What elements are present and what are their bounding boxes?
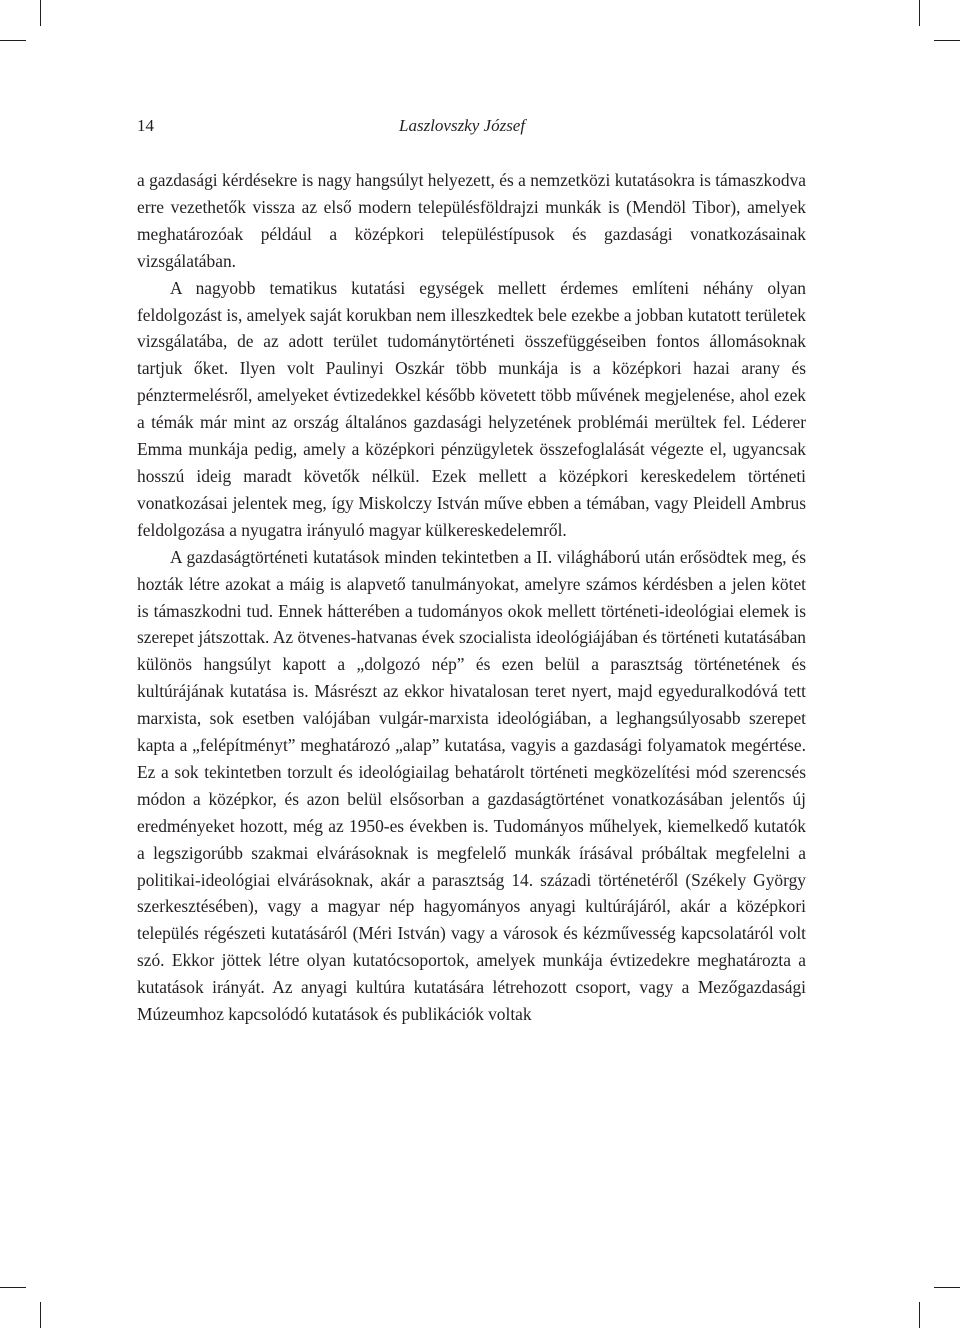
page-number: 14 — [137, 116, 154, 135]
crop-mark-bottom-left-h — [0, 1287, 26, 1288]
running-head-author: Laszlovszky József — [399, 116, 526, 135]
page-header — [137, 116, 806, 144]
paragraph-3: A gazdaságtörténeti kutatások minden tekintetben a II. világháború után erősödtek meg, és hozták létre azokat a máig is alapvető tanulmányokat, amelyre számos kérdésben a jelen kötet is támaszkodni tud. Ennek hátterében a tudományos okok mellett történeti-ideológiai elemek is szerepet játszottak. Az ötvenes-hatvanas évek szocialista ideológiájában és történeti kutatásában különös hangsúlyt kapott a „dolgozó nép” és ezen belül a parasztság történetének és kultúrájának kutatása is. Másrészt az ekkor hivatalosan teret nyert, majd egyeduralkodóvá tett marxista, sok esetben valójában vulgár-marxista ideológiában, a leghangsúlyosabb szerepet kapta a „felépítményt” meghatározó „alap” kutatása, vagyis a gazdasági folyamatok megértése. Ez a sok tekintetben torzult és ideológiailag behatárolt történeti megközelítési mód szerencsés módon a középkor, és azon belül elsősorban a gazdaságtörténet vonatkozásában jelentős új eredményeket hozott, még az 1950-es években is. Tudományos műhelyek, kiemelkedő kutatók a legszigorúbb szakmai elvárásoknak is megfelelő munkák írásával próbáltak megfelelni a politikai-ideológiai elvárásoknak, akár a parasztság 14. századi történetéről (Székely György szerkesztésében), vagy a magyar nép hagyományos anyagi kultúrájáról, akár a középkori település régészeti kutatásáról (Méri István) vagy a városok és kézművesség kapcsolatáról volt szó. Ekkor jöttek létre olyan kutatócsoportok, amelyek munkája évtizedekre meghatározta a kutatások irányát. Az anyagi kultúra kutatására létrehozott csoport, vagy a Mezőgazdasági Múzeumhoz kapcsolódó kutatások és publikációk voltak — [137, 546, 806, 1025]
crop-mark-top-left-v — [40, 0, 41, 26]
crop-mark-top-right-h — [934, 40, 960, 41]
crop-mark-bottom-right-h — [934, 1287, 960, 1288]
body-text — [137, 167, 806, 1028]
crop-mark-bottom-right-v — [919, 1302, 920, 1328]
crop-mark-top-left-h — [0, 40, 26, 41]
paragraph-2: A nagyobb tematikus kutatási egységek mellett érdemes említeni néhány olyan feldolgozást is, amelyek saját korukban nem illeszkedtek bele ezekbe a jobban kutatott területek vizsgálatába, de az adott terület tudománytörténeti összefüggéseiben fontos állomásoknak tartjuk őket. Ilyen volt Paulinyi Oszkár több munkája is a középkori hazai arany és pénztermelésről, amelyeket évtizedekkel később követett több művének megjelenése, ahol ezek a témák már mint az ország általános gazdasági helyzetének problémái merültek fel. Léderer Emma munkája pedig, amely a középkori pénzügyletek összefoglalását végezte el, ugyancsak hosszú ideig maradt követők nélkül. Ezek mellett a középkori kereskedelem történeti vonatkozásai jelentek meg, így Miskolczy István műve ebben a témában, vagy Pleidell Ambrus feldolgozása a nyugatra irányuló magyar külkereskedelemről. — [137, 277, 806, 540]
paragraph-1: a gazdasági kérdésekre is nagy hangsúlyt helyezett, és a nemzetközi kutatásokra is támaszkodva erre vezethetők vissza az első modern településföldrajzi munkák is (Mendöl Tibor), amelyek meghatározóak például a középkori településtípusok és gazdasági vonatkozásainak vizsgálatában. — [137, 170, 806, 271]
crop-mark-bottom-left-v — [40, 1302, 41, 1328]
crop-mark-top-right-v — [919, 0, 920, 26]
